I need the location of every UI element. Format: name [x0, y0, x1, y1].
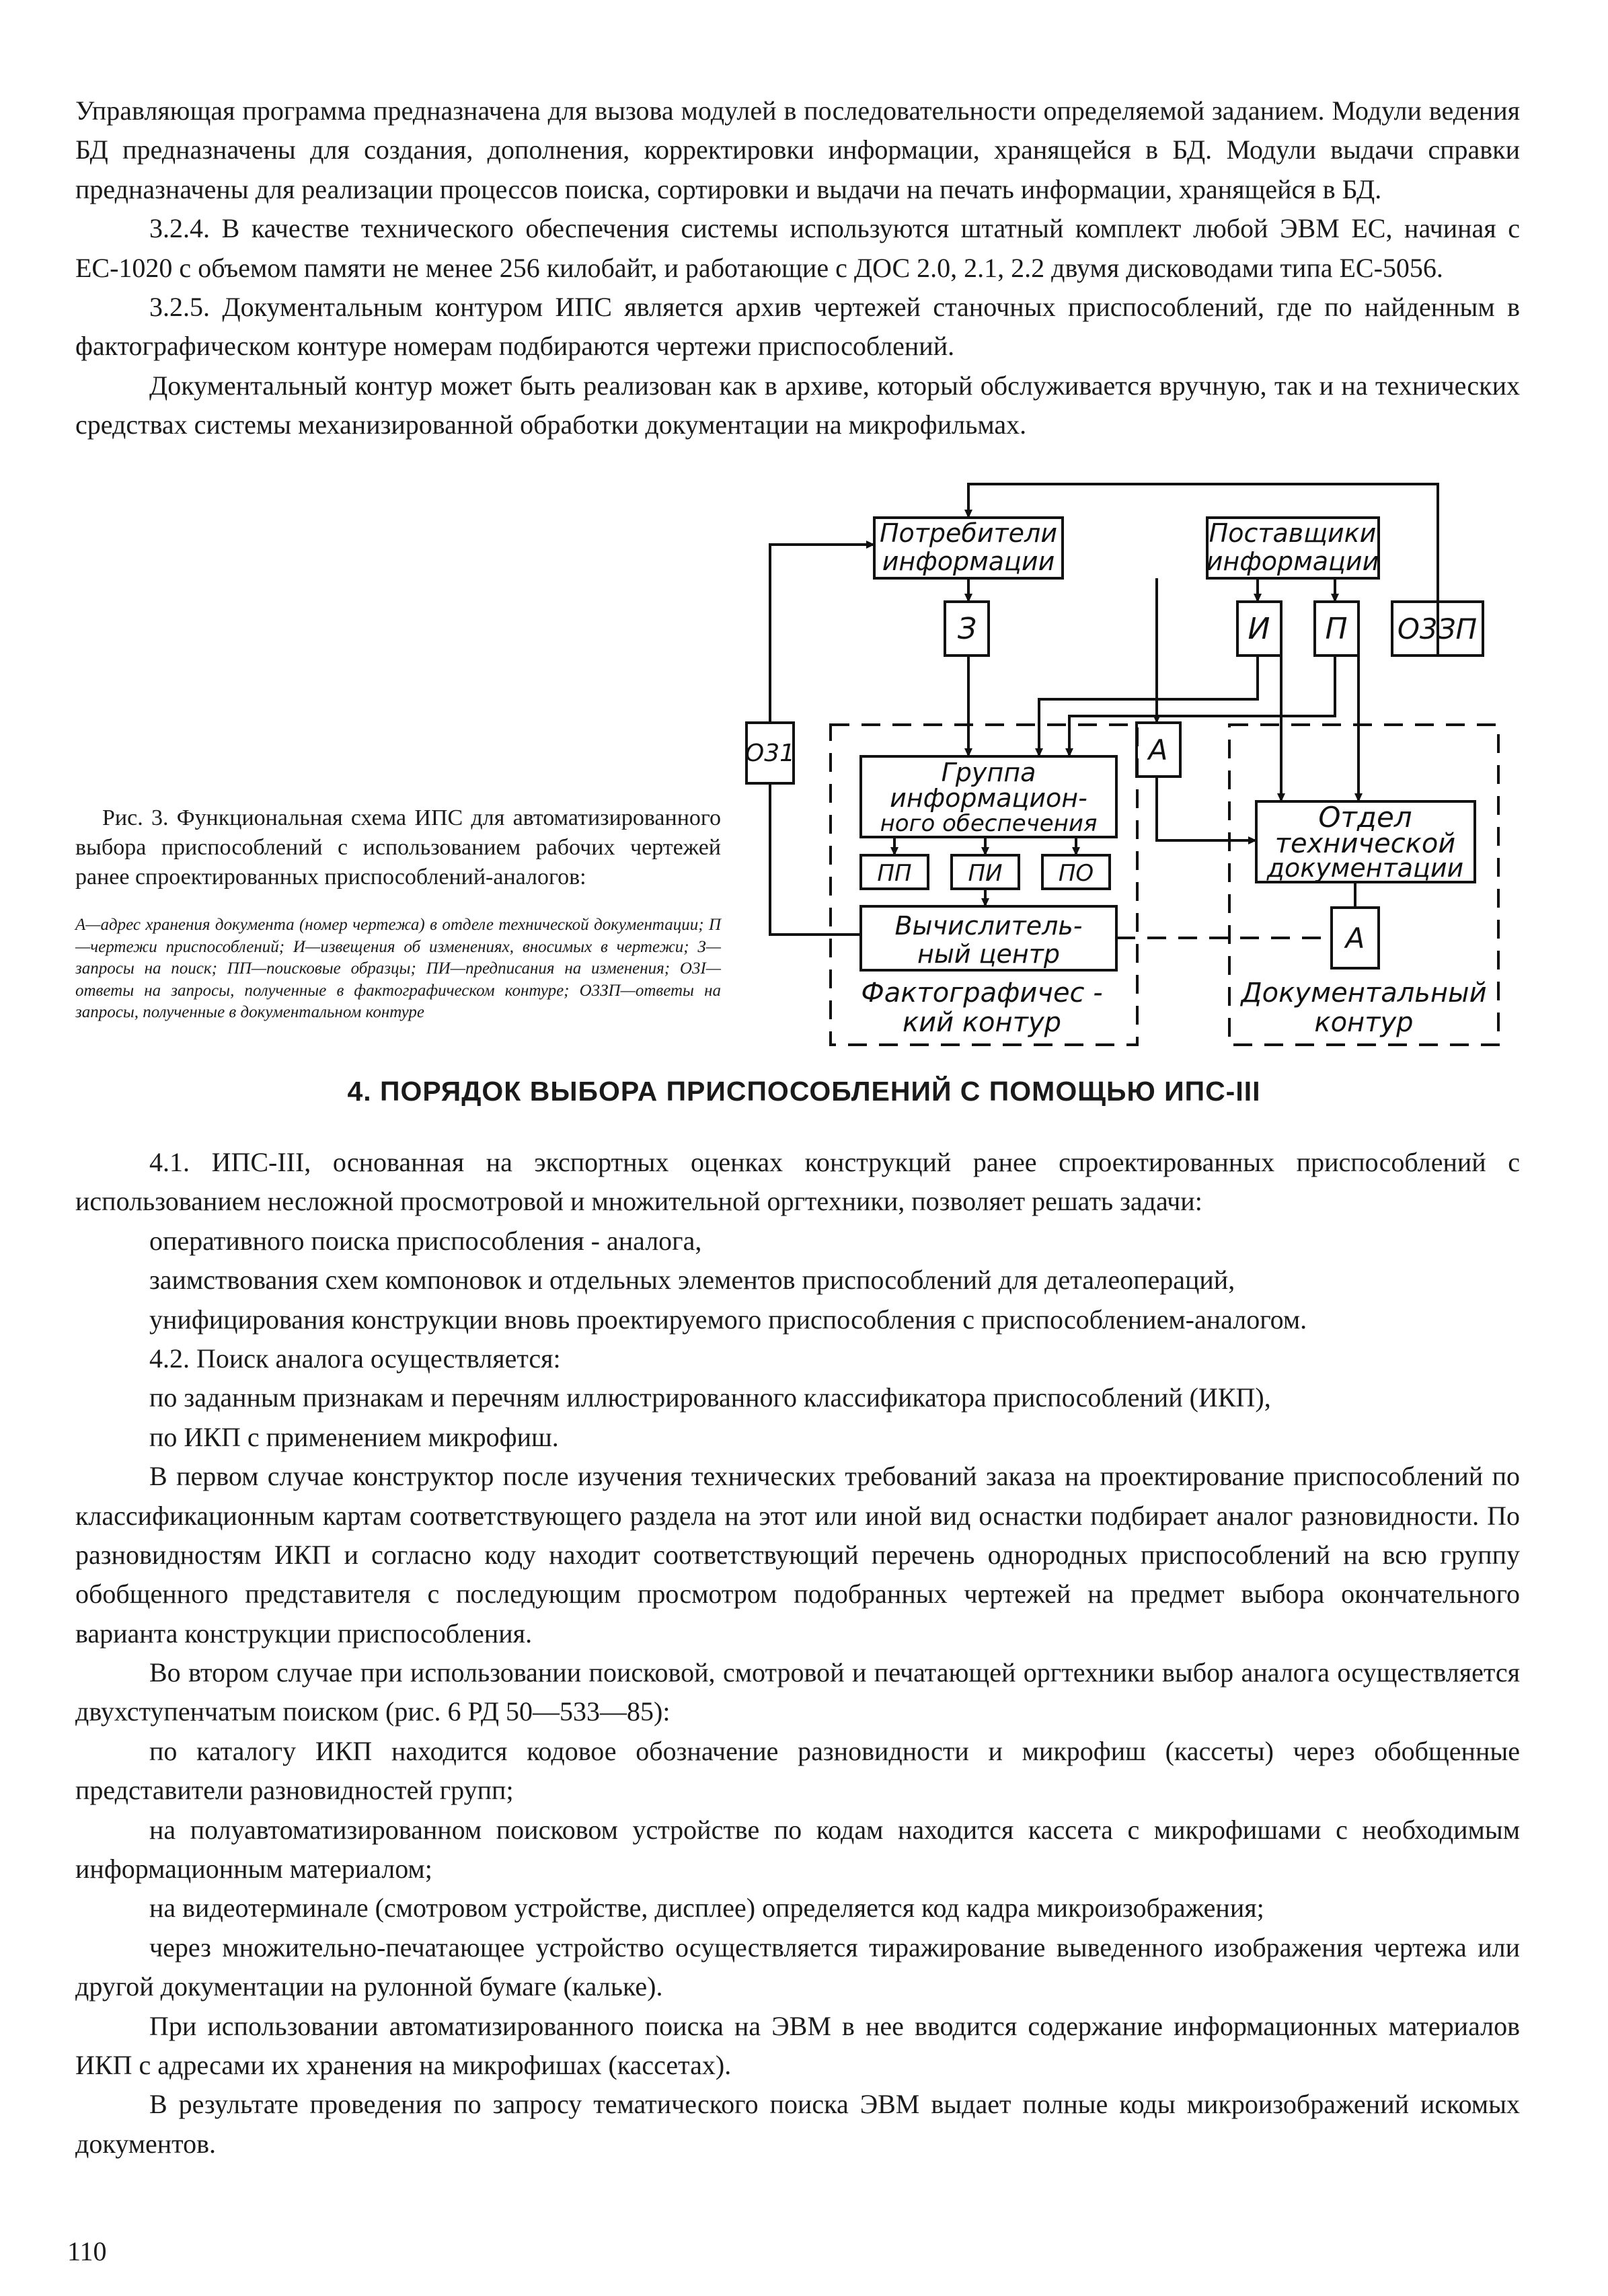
list-item: на видеотерминале (смотровом устройстве, дисплее) определяется код кадра микроизображения;	[149, 1893, 1264, 1924]
paragraph: 3.2.5. Документальным контуром ИПС является архив чертежей станочных приспособлений, где по найденным в фактографическом контуре номерам подбираются чертежи приспособлений.	[75, 291, 1520, 362]
i-label: И	[1248, 612, 1270, 646]
paragraph: 4.2. Поиск аналога осуществляется:	[149, 1343, 561, 1374]
consumers-label-1: Потребители	[879, 518, 1058, 548]
fact-contour-label-1: Фактографичес -	[861, 978, 1103, 1008]
list-item: по ИКП с применением микрофиш.	[149, 1421, 559, 1452]
fact-contour-label-2: кий контур	[902, 1007, 1062, 1038]
paragraph: Во втором случае при использовании поисковой, смотровой и печатающей оргтехники выбор аналога осуществляется двухступенчатым поиском (рис. 6 РД 50—533—85):	[75, 1657, 1520, 1727]
dept-label-3: документации	[1266, 853, 1464, 883]
suppliers-label-1: Поставщики	[1209, 518, 1377, 548]
list-item: по заданным признакам и перечням иллюстрированного классификатора приспособлений (ИКП),	[149, 1382, 1271, 1413]
po-label: ПО	[1058, 860, 1094, 887]
doc-contour-label-1: Документальный	[1241, 978, 1487, 1008]
functional-diagram	[713, 471, 1506, 1049]
list-item: унифицирования конструкции вновь проектируемого приспособления с приспособлением-аналогом.	[149, 1304, 1307, 1335]
group-label-2: информацион-	[890, 783, 1087, 813]
a-top-label: А	[1148, 734, 1168, 766]
group-label-1: Группа	[941, 758, 1036, 787]
list-item: через множительно-печатающее устройство осуществляется тиражирование выведенного изображения чертежа или другой документации на рулонной бумаге (кальке).	[75, 1932, 1520, 2002]
suppliers-label-2: информации	[1206, 547, 1379, 576]
vc-label-2: ный центр	[917, 939, 1060, 969]
section-heading: 4. ПОРЯДОК ВЫБОРА ПРИСПОСОБЛЕНИЙ С ПОМОЩЬЮ ИПС-III	[347, 1076, 1261, 1107]
figure-legend: А—адрес хранения документа (номер чертежа) в отделе технической документации; П—чертежи приспособлений; И—извещения об изменениях, вносимых в чертежи; З—запросы на поиск; ПП—поисковые образцы; ПИ—предписания на изменения; О3І—ответы на запросы, полученные в фактографическом контуре; О3ЗП—ответы на запросы, полученные в документальном контуре	[75, 916, 721, 1021]
consumers-label-2: информации	[882, 547, 1055, 576]
a-bottom-label: А	[1345, 922, 1365, 955]
z-label: З	[957, 612, 977, 646]
paragraph: Управляющая программа предназначена для вызова модулей в последовательности определяемой заданием. Модули ведения БД предназначены для создания, дополнения, корректировки информации, хранящейся в БД. Модули выдачи справки предназначены для реализации процессов поиска, сортировки и выдачи на печать информации, хранящейся в БД.	[75, 95, 1520, 204]
paragraph: 3.2.4. В качестве технического обеспечения системы используются штатный комплект любой ЭВМ ЕС, начиная с ЕС-1020 с объемом памяти не менее 256 килобайт, и работающие с ДОС 2.0, 2.1, 2.2 двумя дисководами типа ЕС-5056.	[75, 213, 1520, 283]
list-item: по каталогу ИКП находится кодовое обозначение разновидности и микрофиш (кассеты) через обобщенные представители разновидностей групп;	[75, 1735, 1520, 1806]
figure-caption	[75, 803, 721, 893]
list-item: оперативного поиска приспособления - аналога,	[149, 1225, 702, 1256]
pi-label: ПИ	[968, 860, 1003, 887]
group-label-3: ного обеспечения	[880, 810, 1098, 837]
section-text	[75, 1143, 1520, 2164]
paragraph: Документальный контур может быть реализован как в архиве, который обслуживается вручную, так и на технических средствах системы механизированной обработки документации на микрофильмах.	[75, 370, 1520, 440]
list-item: на полуавтоматизированном поисковом устройстве по кодам находится кассета с микрофишами с необходимым информационным материалом;	[75, 1814, 1520, 1885]
paragraph: В первом случае конструктор после изучения технических требований заказа на проектирование приспособлений по классификационным картам соответствующего раздела на этот или иной вид оснастки подбирает аналог разновидности. По разновидностям ИКП и согласно коду находит соответствующий перечень однородных приспособлений на всю группу обобщенного представителя с последующим просмотром подобранных чертежей на предмет выбора окончательного варианта конструкции приспособления.	[75, 1461, 1520, 1649]
dept-label-2: технической	[1274, 828, 1456, 859]
o3zp-label: О3ЗП	[1397, 612, 1478, 645]
paragraph: При использовании автоматизированного поиска на ЭВМ в нее вводится содержание информационных материалов ИКП с адресами их хранения на микрофишах (кассетах).	[75, 2010, 1520, 2080]
vc-label-1: Вычислитель-	[894, 911, 1083, 941]
paragraph: 4.1. ИПС-III, основанная на экспортных оценках конструкций ранее спроектированных приспособлений с использованием несложной просмотровой и множительной оргтехники, позволяет решать задачи:	[75, 1147, 1520, 1217]
o31-label: О31	[744, 740, 796, 767]
list-item: заимствования схем компоновок и отдельных элементов приспособлений для деталеопераций,	[149, 1265, 1235, 1296]
page-number: 110	[67, 2236, 107, 2266]
pp-label: ПП	[877, 860, 912, 887]
p-label: П	[1325, 612, 1348, 646]
paragraph: В результате проведения по запросу тематического поиска ЭВМ выдает полные коды микроизображений искомых документов.	[75, 2089, 1520, 2159]
intro-text	[75, 91, 1520, 445]
doc-contour-label-2: контур	[1314, 1007, 1414, 1038]
dept-label-1: Отдел	[1318, 801, 1412, 834]
figure-caption-text: Рис. 3. Функциональная схема ИПС для автоматизированного выбора приспособлений с использованием рабочих чертежей ранее спроектированных приспособлений-аналогов:	[75, 805, 721, 890]
